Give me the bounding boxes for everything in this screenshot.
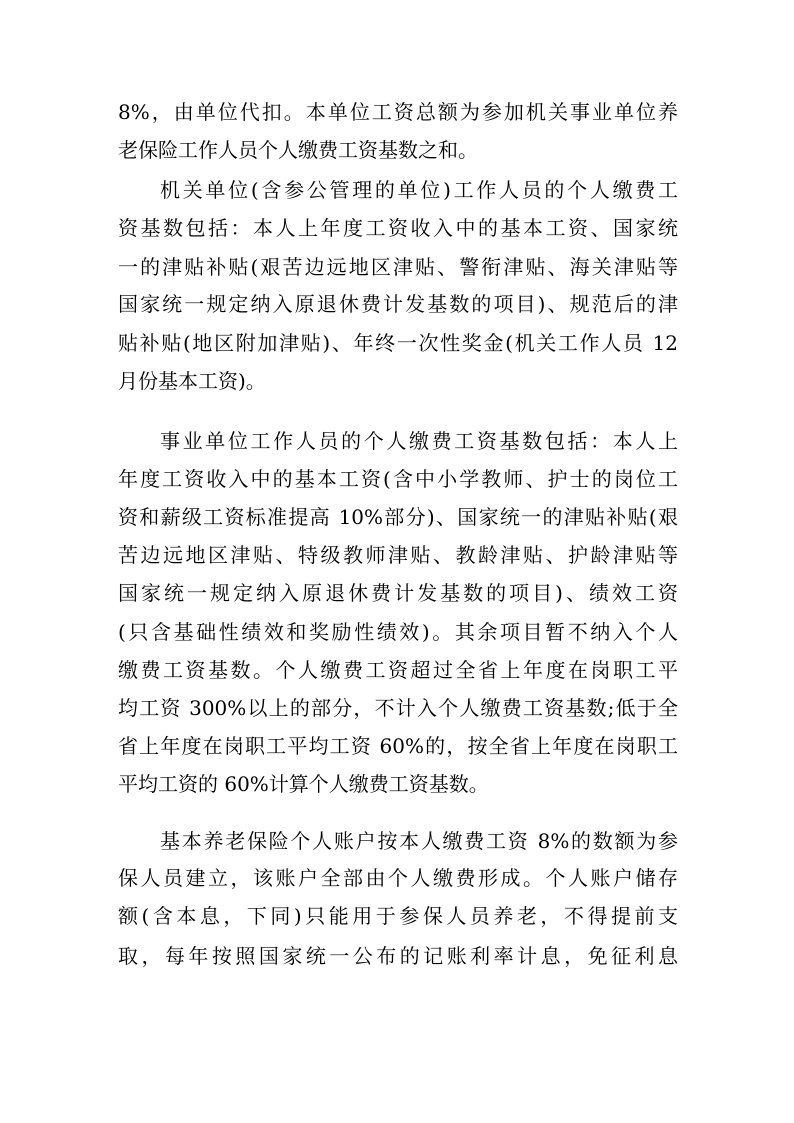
text-line: 机关单位(含参公管理的单位)工作人员的个人缴费工 — [160, 178, 678, 202]
text-line: (只含基础性绩效和奖励性绩效)。其余项目暂不纳入个人 — [118, 620, 678, 644]
text-line: 国家统一规定纳入原退休费计发基数的项目)、绩效工资 — [118, 581, 678, 605]
text-line: 一的津贴补贴(艰苦边远地区津贴、警衔津贴、海关津贴等 — [118, 255, 678, 279]
text-line: 年度工资收入中的基本工资(含中小学教师、护士的岗位工 — [118, 467, 678, 491]
text-line: 8%，由单位代扣。本单位工资总额为参加机关事业单位养 — [118, 100, 678, 124]
text-line: 额(含本息，下同)只能用于参保人员养老，不得提前支 — [118, 904, 678, 928]
text-line: 保人员建立，该账户全部由个人缴费形成。个人账户储存 — [118, 866, 678, 890]
text-line: 省上年度在岗职工平均工资 60%的，按全省上年度在岗职工 — [118, 734, 678, 758]
text-line: 基本养老保险个人账户按本人缴费工资 8%的数额为参 — [160, 829, 678, 853]
text-line: 国家统一规定纳入原退休费计发基数的项目)、规范后的津 — [118, 292, 678, 316]
text-line: 均工资 300%以上的部分，不计入个人缴费工资基数;低于全 — [118, 696, 678, 720]
text-line: 资基数包括：本人上年度工资收入中的基本工资、国家统 — [118, 216, 678, 240]
text-line: 资和薪级工资标准提高 10%部分)、国家统一的津贴补贴(艰 — [118, 505, 678, 529]
text-line: 平均工资的 60%计算个人缴费工资基数。 — [118, 772, 489, 796]
text-line: 老保险工作人员个人缴费工资基数之和。 — [118, 138, 478, 162]
text-line: 贴补贴(地区附加津贴)、年终一次性奖金(机关工作人员 12 — [118, 331, 678, 355]
text-line: 事业单位工作人员的个人缴费工资基数包括：本人上 — [160, 429, 678, 453]
text-line: 苦边远地区津贴、特级教师津贴、教龄津贴、护龄津贴等 — [118, 543, 678, 567]
text-line: 缴费工资基数。个人缴费工资超过全省上年度在岗职工平 — [118, 658, 678, 682]
text-line: 月份基本工资)。 — [118, 369, 266, 393]
text-line: 取，每年按照国家统一公布的记账利率计息，免征利息 — [118, 944, 678, 968]
